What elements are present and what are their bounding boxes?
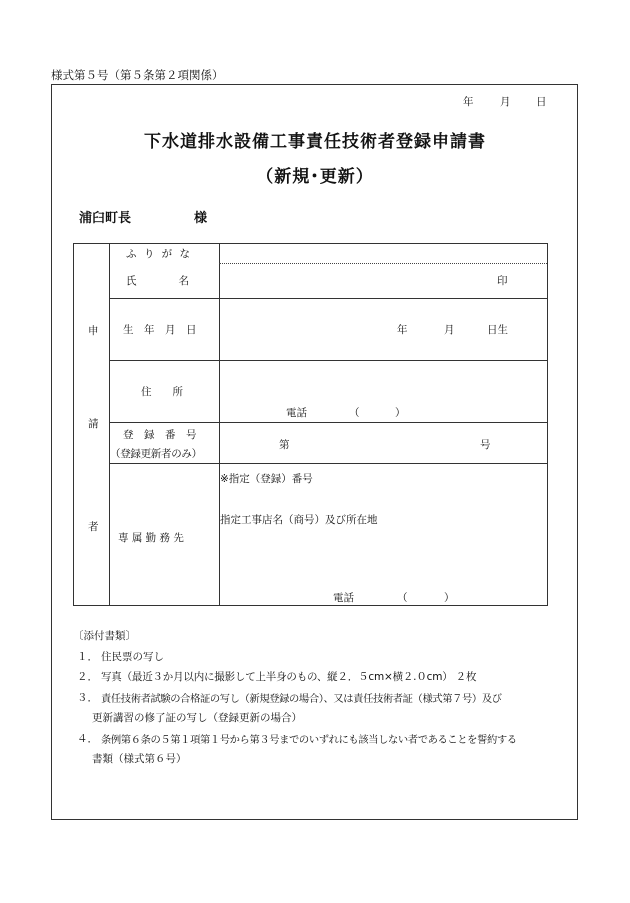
date-day-label: 日 (536, 96, 547, 108)
registration-go-label: 号 (480, 439, 491, 451)
employer-phone-label: 電話 (333, 592, 354, 604)
applicant-table (73, 243, 548, 606)
seal-mark: 印 (497, 275, 508, 287)
table-divider (109, 298, 547, 299)
addressee-name: 浦臼町長 (79, 211, 132, 226)
form-number-label: 様式第５号（第５条第２項関係） (51, 68, 224, 82)
address-phone-paren-close: ） (395, 407, 406, 419)
employer-label: 専 属 勤 務 先 (118, 532, 184, 544)
document-subtitle: （新規･更新） (256, 167, 374, 187)
date-month-label: 月 (500, 96, 511, 108)
address-phone-paren-open: （ (349, 407, 360, 419)
attachment-number: ３． (77, 692, 98, 704)
table-divider (109, 422, 547, 423)
attachment-number: ４． (77, 733, 98, 745)
birth-year-label: 年 (397, 324, 408, 336)
registration-number-note: （登録更新者のみ） (110, 448, 202, 460)
attachment-text: 条例第６条の５第１項第１号から第３号までのいずれにも該当しない者であることを誓約する (101, 734, 517, 746)
applicant-label-1: 申 (88, 325, 99, 337)
birth-date-label: 生 年 月 日 (123, 324, 197, 336)
attachment-text-continued: 更新講習の修了証の写し（登録更新の場合） (92, 712, 302, 724)
attachment-text: 責任技術者試験の合格証の写し（新規登録の場合）、又は責任技術者証（様式第７号）及び (101, 693, 502, 705)
furigana-divider (219, 263, 547, 264)
birth-month-label: 月 (444, 324, 455, 336)
attachment-text-continued: 書類（様式第６号） (92, 753, 187, 765)
addressee-honorific: 様 (194, 211, 208, 226)
attachments-heading: 〔添付書類〕 (73, 630, 136, 642)
birth-day-label: 日生 (487, 324, 508, 336)
attachment-text: 住民票の写し (101, 651, 164, 663)
address-label: 住 所 (141, 386, 183, 398)
furigana-label: ふ り が な (126, 248, 193, 260)
document-title: 下水道排水設備工事責任技術者登録申請書 (144, 132, 486, 152)
attachment-number: １． (77, 651, 98, 663)
applicant-label-3: 者 (88, 521, 99, 533)
shop-name-label: 指定工事店名（商号）及び所在地 (220, 514, 378, 526)
table-divider (109, 463, 547, 464)
attachment-number: ２． (77, 671, 98, 683)
name-label: 氏 名 (126, 275, 189, 287)
registration-dai-label: 第 (279, 439, 290, 451)
table-divider (109, 360, 547, 361)
employer-phone-paren-open: （ (397, 592, 408, 604)
applicant-label-2: 請 (88, 418, 99, 430)
date-year-label: 年 (463, 96, 474, 108)
designated-number-label: ※指定（登録）番号 (220, 473, 313, 485)
registration-number-label: 登 録 番 号 (123, 429, 197, 441)
attachment-text: 写真（最近３か月以内に撮影して上半身のもの、縦２．５cm×横２.０cm） ２枚 (101, 671, 477, 683)
address-phone-label: 電話 (286, 407, 307, 419)
employer-phone-paren-close: ） (444, 592, 455, 604)
